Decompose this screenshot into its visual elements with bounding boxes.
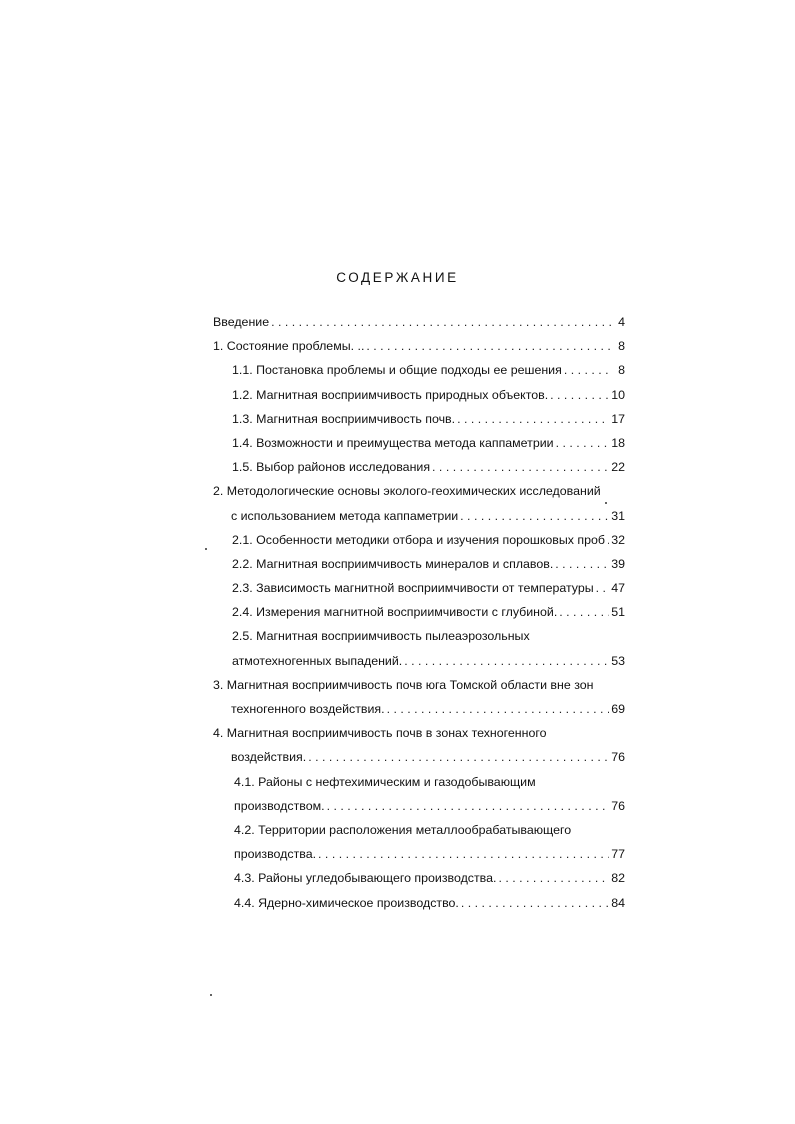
toc-page-number: 10 (611, 387, 625, 402)
toc-page-number: 8 (618, 339, 625, 354)
toc-page-number: 51 (611, 605, 625, 620)
toc-entry-title: техногенного воздействия. (231, 702, 385, 716)
toc-leader-dots (271, 315, 611, 329)
toc-entry-title: 2.2. Магнитная восприимчивость минералов и сплавов. (232, 556, 554, 571)
toc-entry-title: 1.1. Постановка проблемы и общие подходы ее решения (232, 363, 562, 378)
toc-leader-dots (556, 436, 610, 450)
toc-entry (213, 581, 625, 605)
toc-leader-dots (432, 460, 609, 474)
toc-entry-title: 4.4. Ядерно-химическое производство. (234, 895, 459, 910)
page-title: СОДЕРЖАНИЕ (336, 270, 459, 285)
toc-page-number: 84 (611, 895, 625, 910)
scan-speck (605, 502, 607, 504)
toc-leader-dots (498, 871, 609, 885)
table-of-contents (213, 315, 625, 920)
scan-speck (210, 994, 212, 996)
toc-leader-dots (607, 533, 609, 547)
toc-entry-title: производства. (234, 847, 317, 862)
toc-page-number: 53 (611, 653, 625, 668)
toc-leader-dots (387, 702, 610, 716)
toc-entry (213, 871, 625, 895)
toc-entry (213, 315, 625, 339)
toc-entry-title: 4.2. Территории расположения металлообрабатывающего (234, 822, 572, 837)
toc-entry (213, 460, 625, 484)
toc-page-number: 31 (611, 508, 625, 523)
toc-entry-title: 1.4. Возможности и преимущества метода каппаметрии (232, 435, 554, 450)
toc-entry (213, 654, 625, 678)
toc-entry-title: производством. (234, 798, 325, 813)
toc-entry-title: с использованием метода каппаметрии (231, 508, 459, 523)
toc-entry (213, 629, 625, 653)
toc-entry (213, 484, 625, 508)
toc-leader-dots (564, 363, 611, 377)
toc-entry (213, 847, 625, 871)
toc-entry-title: Введение (213, 315, 270, 329)
toc-page-number: 32 (611, 532, 625, 547)
toc-entry (213, 363, 625, 387)
toc-leader-dots (404, 654, 609, 668)
toc-page-number: 76 (611, 750, 625, 765)
toc-page-number: 17 (611, 411, 625, 426)
toc-entry-title: 4. Магнитная восприимчивость почв в зонах техногенного (213, 726, 547, 741)
toc-entry-title: 2.4. Измерения магнитной восприимчивости с глубиной. (232, 605, 558, 620)
toc-entry (213, 605, 625, 629)
toc-entry (213, 533, 625, 557)
toc-leader-dots (550, 388, 609, 402)
toc-entry-title: 1.5. Выбор районов исследования (232, 460, 431, 475)
toc-page-number: 18 (611, 435, 625, 450)
toc-page-number: 39 (611, 556, 625, 571)
toc-entry (213, 557, 625, 581)
toc-entry (213, 339, 625, 363)
toc-entry (213, 388, 625, 412)
toc-entry-title: 1. Состояние проблемы. .. (213, 339, 365, 354)
toc-entry (213, 799, 625, 823)
toc-leader-dots (559, 605, 609, 619)
toc-entry (213, 412, 625, 436)
toc-leader-dots (308, 750, 609, 764)
toc-page-number: 77 (611, 847, 625, 862)
toc-page-number: 8 (618, 363, 625, 378)
toc-entry-title: воздействия. (231, 750, 307, 765)
toc-page-number: 47 (611, 581, 625, 596)
toc-leader-dots (460, 509, 609, 523)
toc-entry (213, 436, 625, 460)
toc-entry-title: 2.3. Зависимость магнитной восприимчивости от температуры (232, 581, 594, 596)
toc-entry (213, 823, 625, 847)
toc-page-number: 4 (618, 315, 625, 329)
toc-entry (213, 726, 625, 750)
toc-leader-dots (318, 847, 609, 861)
toc-page-number: 22 (611, 460, 625, 475)
toc-leader-dots (555, 557, 609, 571)
toc-leader-dots (596, 581, 610, 595)
toc-entry (213, 509, 625, 533)
toc-leader-dots (327, 799, 610, 813)
toc-leader-dots (457, 412, 609, 426)
toc-entry-title: 1.3. Магнитная восприимчивость почв. (232, 411, 456, 426)
toc-entry-title: атмотехногенных выпадений. (232, 653, 403, 668)
toc-leader-dots (366, 339, 611, 353)
toc-leader-dots (461, 896, 609, 910)
toc-entry (213, 896, 625, 920)
toc-entry-title: 4.3. Районы угледобывающего производства. (234, 871, 497, 886)
toc-entry-title: 1.2. Магнитная восприимчивость природных объектов. (232, 387, 549, 402)
toc-entry-title: 2. Методологические основы эколого-геохимических исследований (213, 484, 601, 499)
toc-entry (213, 750, 625, 774)
toc-entry-title: 4.1. Районы с нефтехимическим и газодобывающим (234, 774, 536, 789)
toc-entry (213, 775, 625, 799)
toc-entry (213, 702, 625, 726)
toc-entry-title: 2.1. Особенности методики отбора и изучения порошковых проб (232, 532, 606, 547)
toc-entry (213, 678, 625, 702)
toc-page-number: 69 (611, 702, 625, 716)
toc-entry-title: 2.5. Магнитная восприимчивость пылеаэрозольных (232, 629, 530, 644)
toc-page-number: 82 (611, 871, 625, 886)
toc-entry-title: 3. Магнитная восприимчивость почв юга Томской области вне зон (213, 677, 594, 692)
scan-speck (205, 548, 207, 550)
toc-page-number: 76 (611, 798, 625, 813)
